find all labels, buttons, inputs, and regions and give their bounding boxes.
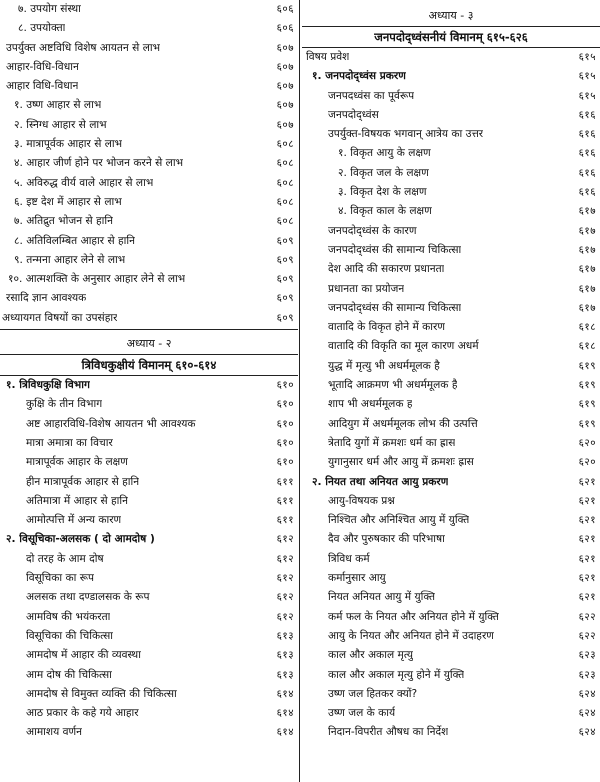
toc-entry-page: ६१५	[578, 71, 596, 83]
toc-entry-page: ६२०	[578, 437, 596, 449]
toc-entry	[302, 125, 600, 144]
toc-entry-title: ७. अतिद्रुत भोजन से हानि	[14, 215, 113, 228]
toc-entry-page: ६१३	[276, 650, 294, 662]
toc-entry-title: ३. विकृत देश के लक्षण	[338, 186, 427, 199]
toc-entry-title: २. नियत तथा अनियत आयु प्रकरण	[312, 475, 449, 488]
toc-entry-title: विषय प्रवेश	[306, 51, 350, 63]
toc-entry-title: ४. आहार जीर्ण होने पर भोजन करने से लाभ	[14, 157, 184, 170]
toc-entry-title: अध्यायगत विषयों का उपसंहार	[2, 311, 118, 324]
toc-entry	[302, 588, 600, 607]
toc-entry-title: आहार विधि-विधान	[6, 80, 79, 93]
toc-entry	[302, 434, 600, 453]
toc-entry-title: युद्ध में मृत्यु भी अधर्ममूलक है	[328, 359, 440, 372]
toc-entry-page: ६०७	[276, 81, 294, 93]
toc-entry-title: २. विसूचिका-अलसक ( दो आमदोष )	[6, 533, 155, 546]
toc-entry-page: ६१०	[276, 380, 294, 392]
toc-entry	[302, 492, 600, 511]
toc-entry	[302, 550, 600, 569]
toc-entry-page: ६१७	[578, 206, 596, 218]
toc-entry-page: ६१९	[578, 399, 596, 411]
toc-entry-page: ६०८	[276, 139, 294, 151]
toc-entry-title: ३. मात्रापूर्वक आहार से लाभ	[14, 138, 123, 151]
toc-entry-title: मात्रापूर्वक आहार के लक्षण	[26, 456, 128, 469]
toc-entry-page: ६०७	[276, 61, 294, 73]
toc-entry-title: आमोत्पत्ति में अन्य कारण	[26, 514, 122, 527]
toc-entry-title: वातादि की विकृति का मूल कारण अधर्म	[328, 340, 479, 353]
toc-entry-title: दैव और पुरुषकार की परिभाषा	[328, 533, 445, 546]
toc-entry-title: अतिमात्रा में आहार से हानि	[26, 494, 129, 507]
toc-entry-page: ६१४	[276, 708, 294, 720]
toc-entry	[302, 723, 600, 742]
toc-entry-page: ६१४	[276, 688, 294, 700]
toc-entry-title: जनपदोद्ध्वंस के कारण	[328, 224, 417, 237]
toc-entry	[302, 337, 600, 356]
toc-entry	[0, 646, 298, 665]
toc-entry-page: ६१२	[276, 592, 294, 604]
section-divider	[0, 329, 298, 330]
toc-entry	[302, 241, 600, 260]
toc-entry-title: ८. अतिविलम्बित आहार से हानि	[14, 234, 135, 247]
toc-entry-page: ६२१	[578, 553, 596, 565]
toc-entry-page: ६१०	[276, 399, 294, 411]
toc-entry-title: भूतादि आक्रमण भी अधर्ममूलक है	[328, 379, 458, 392]
toc-entry	[0, 492, 298, 511]
toc-entry	[302, 67, 600, 86]
toc-entry-page: ६०८	[276, 216, 294, 228]
toc-entry-page: ६१२	[276, 534, 294, 546]
toc-entry-page: ६१६	[578, 167, 596, 179]
toc-entry	[0, 376, 298, 395]
toc-entry-page: ६१७	[578, 302, 596, 314]
toc-entry	[0, 666, 298, 685]
toc-entry-title: आठ प्रकार के कहे गये आहार	[26, 707, 139, 720]
toc-entry-title: जनपदध्वंस का पूर्वरूप	[328, 89, 415, 102]
toc-entry-page: ६१६	[578, 109, 596, 121]
toc-entry	[0, 58, 298, 77]
toc-entry-page: ६१५	[578, 90, 596, 102]
toc-entry-page: ६२१	[578, 515, 596, 527]
toc-entry	[302, 685, 600, 704]
toc-entry	[0, 19, 298, 38]
toc-entry	[0, 550, 298, 569]
toc-entry-title: त्रिविध कर्म	[328, 552, 370, 565]
toc-entry	[302, 144, 600, 163]
left-bottom-list	[0, 376, 298, 743]
toc-entry-title: हीन मात्रापूर्वक आहार से हानि	[26, 475, 140, 488]
toc-entry-title: ७. उपयोग संस्था	[18, 3, 81, 15]
right-list	[302, 48, 600, 743]
toc-entry-page: ६२१	[578, 573, 596, 585]
toc-entry	[302, 222, 600, 241]
toc-entry-title: १. जनपदोद्ध्वंस प्रकरण	[312, 70, 406, 83]
toc-entry	[0, 96, 298, 115]
toc-entry-page: ६१९	[578, 360, 596, 372]
toc-entry	[302, 569, 600, 588]
toc-entry-page: ६१९	[578, 380, 596, 392]
toc-entry-page: ६२१	[578, 592, 596, 604]
toc-entry-page: ६२२	[578, 630, 596, 642]
toc-entry	[302, 280, 600, 299]
toc-entry-page: ६१२	[276, 611, 294, 623]
toc-entry	[302, 260, 600, 279]
toc-entry-page: ६१०	[276, 418, 294, 430]
toc-entry-title: मात्रा अमात्रा का विचार	[26, 436, 113, 449]
toc-entry	[0, 415, 298, 434]
toc-entry-page: ६१४	[276, 727, 294, 739]
toc-entry-title: २. स्निग्ध आहार से लाभ	[14, 118, 107, 131]
toc-entry-title: जनपदोद्ध्वंस की सामान्य चिकित्सा	[328, 301, 462, 314]
toc-entry	[302, 87, 600, 106]
toc-entry-title: आमविष की भयंकरता	[26, 610, 111, 623]
toc-entry	[302, 48, 600, 67]
toc-entry	[302, 299, 600, 318]
toc-entry-title: प्रधानता का प्रयोजन	[328, 282, 405, 295]
toc-entry-title: १. त्रिविधकुक्षि विभाग	[6, 379, 90, 392]
toc-entry	[302, 511, 600, 530]
toc-entry-page: ६२१	[578, 534, 596, 546]
toc-entry	[0, 135, 298, 154]
toc-entry	[0, 309, 298, 328]
toc-entry-title: ६. इष्ट देश में आहार से लाभ	[14, 195, 122, 208]
toc-entry-page: ६१८	[578, 322, 596, 334]
toc-entry-page: ६२४	[578, 708, 596, 720]
toc-entry-page: ६०७	[276, 119, 294, 131]
toc-entry-title: जनपदोद्ध्वंस	[328, 108, 379, 121]
toc-entry-title: कर्मानुसार आयु	[328, 572, 386, 585]
toc-entry-page: ६२१	[578, 476, 596, 488]
toc-entry	[302, 106, 600, 125]
chapter-title-3: जनपदोद्ध्वंसनीयं विमानम् ६१५-६२६	[374, 30, 528, 44]
toc-entry	[0, 627, 298, 646]
toc-entry	[0, 289, 298, 308]
toc-entry-title: आमाशय वर्णन	[26, 726, 83, 739]
toc-entry	[302, 318, 600, 337]
toc-entry-page: ६०७	[276, 100, 294, 112]
toc-entry-title: आमदोष में आहार की व्यवस्था	[26, 649, 141, 662]
toc-entry-page: ६२३	[578, 650, 596, 662]
toc-entry-title: आदियुग में अधर्ममूलक लोभ की उत्पत्ति	[328, 417, 478, 430]
toc-entry-page: ६०९	[276, 274, 294, 286]
toc-entry	[0, 116, 298, 135]
toc-entry-page: ६०९	[276, 235, 294, 247]
toc-entry	[0, 588, 298, 607]
toc-entry-title: १. उष्ण आहार से लाभ	[14, 99, 102, 112]
chapter-title-2: त्रिविधकुक्षीयं विमानम् ६१०-६१४	[81, 358, 217, 373]
toc-entry-title: शाप भी अधर्ममूलक ह	[328, 398, 413, 411]
left-column	[0, 0, 298, 743]
toc-entry	[302, 627, 600, 646]
toc-entry-title: युगानुसार धर्म और आयु में क्रमशः ह्रास	[328, 456, 474, 469]
toc-entry-title: निदान-विपरीत औषध का निर्देश	[328, 726, 449, 739]
toc-entry-title: आयु-विषयक प्रश्न	[328, 494, 395, 507]
toc-entry-page: ६०९	[276, 254, 294, 266]
toc-entry	[302, 646, 600, 665]
toc-entry-title: अष्ट आहारविधि-विशेष आयतन भी आवश्यक	[26, 417, 196, 430]
toc-entry-title: १०. आत्मशक्ति के अनुसार आहार लेने से लाभ	[8, 273, 186, 286]
toc-entry-page: ६१६	[578, 148, 596, 160]
toc-entry-page: ६०८	[276, 177, 294, 189]
toc-entry	[0, 212, 298, 231]
toc-entry-title: आमदोष से विमुक्त व्यक्ति की चिकित्सा	[26, 687, 177, 700]
toc-entry	[0, 174, 298, 193]
toc-entry-page: ६०९	[276, 293, 294, 305]
toc-entry-page: ६२२	[578, 611, 596, 623]
toc-entry-page: ६११	[276, 515, 294, 527]
toc-entry	[302, 666, 600, 685]
toc-entry	[0, 154, 298, 173]
toc-entry-title: दो तरह के आम दोष	[26, 552, 104, 565]
toc-entry	[0, 251, 298, 270]
toc-entry-title: विसूचिका का रूप	[26, 572, 95, 585]
toc-entry-title: ९. तन्मना आहार लेने से लाभ	[14, 253, 126, 266]
toc-entry	[302, 183, 600, 202]
toc-entry-title: उष्ण जल के कार्य	[328, 707, 396, 720]
toc-entry-title: आम दोष की चिकित्सा	[26, 668, 112, 681]
toc-entry	[0, 473, 298, 492]
toc-entry-title: ८. उपयोक्ता	[18, 22, 66, 35]
toc-entry-page: ६११	[276, 476, 294, 488]
toc-entry-page: ६२४	[578, 688, 596, 700]
toc-entry	[302, 473, 600, 492]
toc-entry-page: ६१५	[578, 52, 596, 63]
toc-entry-page: ६०८	[276, 158, 294, 170]
toc-entry-title: रसादि ज्ञान आवश्यक	[6, 292, 87, 305]
left-top-list	[0, 0, 298, 328]
toc-entry-title: २. विकृत जल के लक्षण	[338, 166, 429, 179]
toc-entry-title: उष्ण जल हितकर क्यों?	[328, 687, 418, 700]
toc-entry-page: ६२०	[578, 457, 596, 469]
toc-entry-page: ६०९	[276, 312, 294, 324]
toc-entry	[302, 608, 600, 627]
toc-entry-page: ६०८	[276, 196, 294, 208]
column-divider	[299, 0, 300, 782]
toc-entry	[0, 685, 298, 704]
toc-entry	[0, 704, 298, 723]
toc-entry-title: नियत अनियत आयु में युक्ति	[328, 591, 436, 604]
toc-entry-title: उपर्युक्त अष्टविधि विशेष आयतन से लाभ	[6, 41, 161, 54]
toc-entry-page: ६१८	[578, 341, 596, 353]
toc-entry	[0, 453, 298, 472]
toc-entry-title: विसूचिका की चिकित्सा	[26, 629, 114, 642]
toc-entry-title: त्रेतादि युगों में क्रमशः धर्म का ह्रास	[328, 436, 456, 449]
toc-entry-title: जनपदोद्ध्वंस की सामान्य चिकित्सा	[328, 243, 462, 256]
toc-entry-page: ६१७	[578, 244, 596, 256]
toc-entry-title: उपर्युक्त-विषयक भगवान् आत्रेय का उत्तर	[328, 128, 484, 141]
toc-entry-page: ६१७	[578, 283, 596, 295]
toc-entry	[0, 395, 298, 414]
toc-entry-title: कर्म फल के नियत और अनियत होने में युक्ति	[328, 610, 499, 623]
toc-entry-title: निश्चित और अनिश्चित आयु में युक्ति	[328, 514, 470, 527]
toc-entry-title: कुक्षि के तीन विभाग	[26, 398, 103, 411]
toc-entry	[302, 202, 600, 221]
toc-entry	[302, 453, 600, 472]
toc-entry-title: अलसक तथा दण्डालसक के रूप	[26, 591, 150, 604]
toc-entry	[302, 164, 600, 183]
toc-entry	[0, 530, 298, 549]
toc-entry-title: देश आदि की सकारण प्रधानता	[328, 263, 445, 276]
toc-entry-page: ६१२	[276, 553, 294, 565]
toc-entry-page: ६१६	[578, 129, 596, 141]
toc-entry	[0, 193, 298, 212]
toc-entry	[0, 723, 298, 742]
toc-entry	[302, 357, 600, 376]
toc-entry	[0, 39, 298, 58]
toc-entry-title: काल और अकाल मृत्यु होने में युक्ति	[328, 668, 465, 681]
toc-entry-page: ६०७	[276, 42, 294, 54]
toc-entry	[0, 77, 298, 96]
toc-entry-page: ६११	[276, 495, 294, 507]
toc-entry	[302, 530, 600, 549]
toc-entry	[302, 704, 600, 723]
toc-entry-page: ६१०	[276, 457, 294, 469]
toc-entry-title: ४. विकृत काल के लक्षण	[338, 205, 432, 218]
toc-entry-page: ६१६	[578, 187, 596, 199]
toc-entry-page: ६१३	[276, 669, 294, 681]
toc-entry	[302, 376, 600, 395]
toc-entry	[0, 608, 298, 627]
chapter-heading-3: अध्याय - ३	[428, 9, 474, 22]
toc-entry	[0, 569, 298, 588]
toc-entry-page: ६२४	[578, 727, 596, 739]
toc-entry-page: ६२३	[578, 669, 596, 681]
toc-entry	[0, 0, 298, 19]
toc-entry	[302, 395, 600, 414]
toc-entry-page: ६१९	[578, 418, 596, 430]
toc-entry-page: ६०६	[276, 23, 294, 35]
toc-entry	[0, 511, 298, 530]
toc-entry-title: काल और अकाल मृत्यु	[328, 649, 414, 662]
toc-entry-page: ६१२	[276, 573, 294, 585]
toc-entry-page: ६१७	[578, 264, 596, 276]
toc-entry-page: ६०६	[276, 4, 294, 15]
toc-entry	[302, 415, 600, 434]
toc-entry	[0, 270, 298, 289]
chapter-heading-2: अध्याय - २	[126, 337, 172, 351]
toc-entry	[0, 232, 298, 251]
toc-entry-title: आयु के नियत और अनियत होने में उदाहरण	[328, 629, 494, 642]
right-column	[302, 0, 600, 743]
toc-entry-title: १. विकृत आयु के लक्षण	[338, 147, 431, 160]
toc-entry-page: ६१३	[276, 630, 294, 642]
toc-entry-page: ६२१	[578, 495, 596, 507]
toc-entry	[0, 434, 298, 453]
toc-entry-page: ६१०	[276, 437, 294, 449]
toc-entry-title: ५. अविरुद्ध वीर्य वाले आहार से लाभ	[14, 176, 154, 189]
toc-entry-title: वातादि के विकृत होने में कारण	[328, 321, 446, 334]
toc-entry-page: ६१७	[578, 225, 596, 237]
toc-entry-title: आहार-विधि-विधान	[6, 60, 79, 73]
